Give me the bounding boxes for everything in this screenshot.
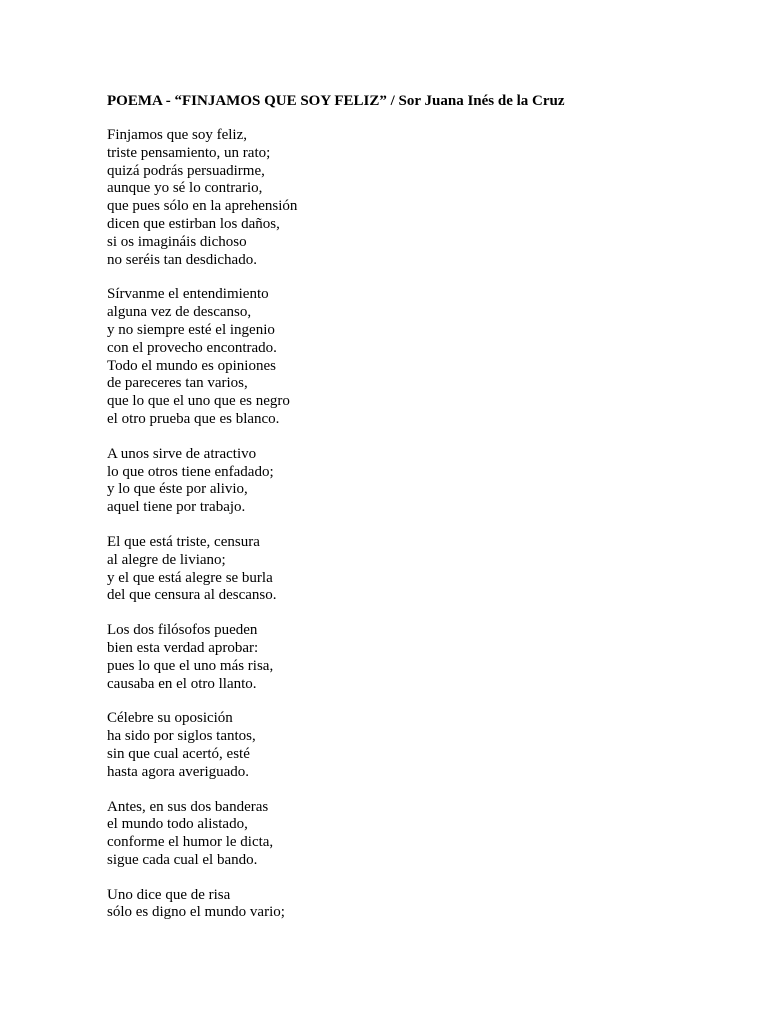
poem-line: si os imagináis dichoso xyxy=(107,233,247,250)
poem-line: Todo el mundo es opiniones xyxy=(107,357,276,374)
stanza xyxy=(107,534,747,605)
poem-line: al alegre de liviano; xyxy=(107,551,226,568)
poem-line: alguna vez de descanso, xyxy=(107,304,252,321)
poem-line: no seréis tan desdichado. xyxy=(107,251,257,268)
poem-line: y el que está alegre se burla xyxy=(107,569,273,586)
poem-line: El que está triste, censura xyxy=(107,533,260,550)
poem-line: aunque yo sé lo contrario, xyxy=(107,180,263,197)
poem-line: causaba en el otro llanto. xyxy=(107,675,257,692)
poem-content xyxy=(107,91,747,939)
poem-line: triste pensamiento, un rato; xyxy=(107,144,271,161)
stanza xyxy=(107,887,747,923)
stanza xyxy=(107,622,747,693)
poem-line: dicen que estirban los daños, xyxy=(107,215,280,232)
stanza xyxy=(107,127,747,269)
stanza xyxy=(107,799,747,870)
poem-line: Uno dice que de risa xyxy=(107,886,231,903)
stanza xyxy=(107,446,747,517)
poem-line: aquel tiene por trabajo. xyxy=(107,499,246,516)
poem-line: y no siempre esté el ingenio xyxy=(107,321,275,338)
poem-line: de pareceres tan varios, xyxy=(107,375,248,392)
poem-line: con el provecho encontrado. xyxy=(107,339,277,356)
poem-line: Finjamos que soy feliz, xyxy=(107,127,247,143)
poem-title: POEMA - “FINJAMOS QUE SOY FELIZ” / Sor Juana Inés de la Cruz xyxy=(107,93,565,109)
poem-line: que pues sólo en la aprehensión xyxy=(107,198,298,215)
poem-line: Sírvanme el entendimiento xyxy=(107,286,269,303)
poem-line: lo que otros tiene enfadado; xyxy=(107,463,274,480)
stanza xyxy=(107,710,747,781)
poem-line: el otro prueba que es blanco. xyxy=(107,410,280,427)
poem-line: que lo que el uno que es negro xyxy=(107,393,290,410)
poem-line: Los dos filósofos pueden xyxy=(107,622,258,639)
poem-line: A unos sirve de atractivo xyxy=(107,445,257,462)
poem-line: el mundo todo alistado, xyxy=(107,816,248,833)
poem-line: sigue cada cual el bando. xyxy=(107,851,258,868)
poem-body xyxy=(107,127,747,922)
poem-line: sólo es digno el mundo vario; xyxy=(107,904,285,921)
poem-line: del que censura al descanso. xyxy=(107,587,277,604)
poem-line: quizá podrás persuadirme, xyxy=(107,162,265,179)
poem-line: conforme el humor le dicta, xyxy=(107,834,274,851)
poem-line: hasta agora averiguado. xyxy=(107,763,250,780)
poem-line: sin que cual acertó, esté xyxy=(107,745,250,762)
poem-line: pues lo que el uno más risa, xyxy=(107,657,274,674)
stanza xyxy=(107,286,747,428)
poem-line: ha sido por siglos tantos, xyxy=(107,728,256,745)
poem-line: y lo que éste por alivio, xyxy=(107,481,248,498)
poem-line: Célebre su oposición xyxy=(107,710,233,727)
poem-line: bien esta verdad aprobar: xyxy=(107,639,259,656)
poem-line: Antes, en sus dos banderas xyxy=(107,798,269,815)
